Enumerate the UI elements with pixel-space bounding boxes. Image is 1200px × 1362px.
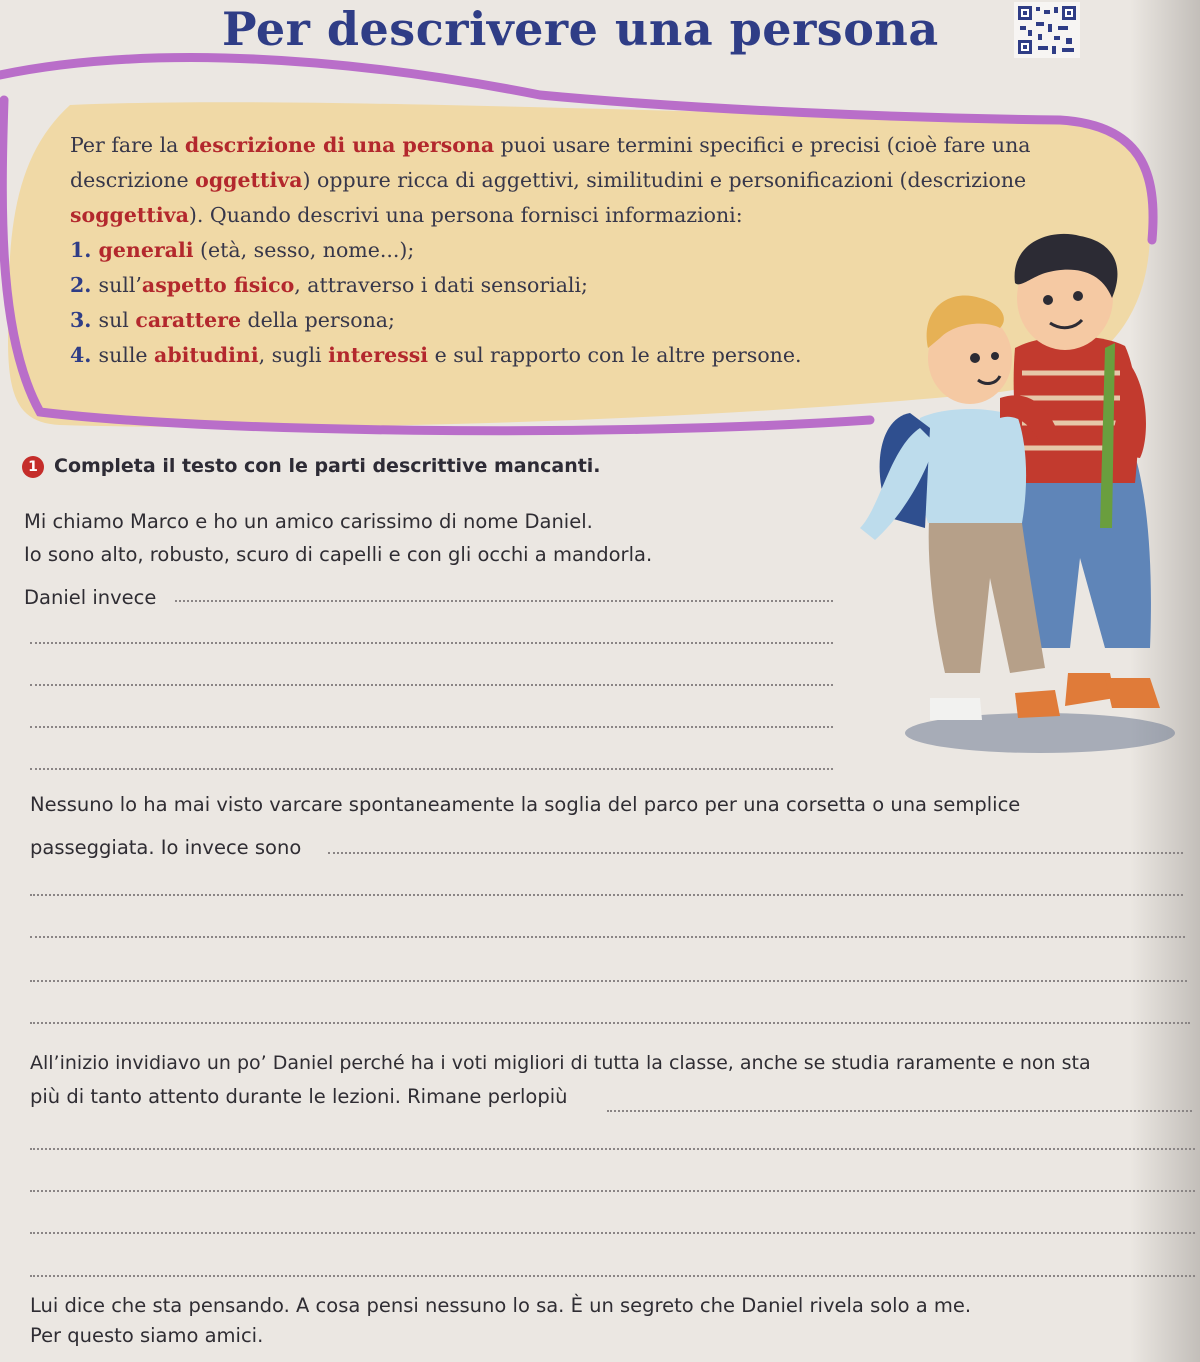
answer-line[interactable] [30, 894, 1183, 896]
text-span: della persona; [241, 308, 395, 332]
highlighted-term: abitudini [154, 343, 259, 367]
answer-line[interactable] [30, 980, 1187, 982]
text-line-1: Mi chiamo Marco e ho un amico carissimo di nome Daniel. [24, 510, 593, 533]
list-item-number: 4. [70, 343, 99, 367]
answer-line[interactable] [30, 768, 833, 770]
answer-line[interactable] [30, 684, 833, 686]
answer-line[interactable] [30, 936, 1185, 938]
text-span: puoi usare termini specifici e precisi (cioè fare una descrizione [70, 133, 1031, 192]
text-line-6: All’inizio invidiavo un po’ Daniel perché ha i voti migliori di tutta la classe, anche se studia raramente e non sta [30, 1052, 1091, 1074]
text-line-4: Nessuno lo ha mai visto varcare spontaneamente la soglia del parco per una corsetta o una semplice [30, 793, 1021, 816]
text-line-5: passeggiata. Io invece sono [30, 836, 302, 859]
boys-illustration [850, 228, 1180, 758]
text-line-2: Io sono alto, robusto, scuro di capelli e con gli occhi a mandorla. [24, 543, 653, 566]
highlighted-term: oggettiva [195, 168, 303, 192]
list-item-number: 3. [70, 308, 99, 332]
list-item-number: 2. [70, 273, 99, 297]
text-span: e sul rapporto con le altre persone. [428, 343, 802, 367]
highlighted-term: generali [98, 238, 194, 262]
text-span: (età, sesso, nome...); [193, 238, 415, 262]
page-title: Per descrivere una persona [222, 2, 939, 56]
answer-line[interactable] [30, 642, 833, 644]
text-span: sulle [98, 343, 155, 367]
exercise-instruction: Completa il testo con le parti descrittive mancanti. [54, 455, 601, 477]
answer-line[interactable] [30, 1275, 1195, 1277]
intro-paragraph [70, 128, 1145, 233]
answer-line[interactable] [175, 600, 833, 602]
text-span: , attraverso i dati sensoriali; [294, 273, 588, 297]
text-span: sul [98, 308, 136, 332]
highlighted-term: carattere [135, 308, 242, 332]
text-span: Per fare la [70, 133, 185, 157]
list-item-number: 1. [70, 238, 99, 262]
answer-line[interactable] [30, 1232, 1195, 1234]
text-span: sull’ [98, 273, 142, 297]
highlighted-term: descrizione di una persona [184, 133, 495, 157]
highlighted-term: soggettiva [70, 203, 189, 227]
answer-line[interactable] [30, 1190, 1195, 1192]
answer-line[interactable] [607, 1110, 1192, 1112]
highlighted-term: aspetto fisico [141, 273, 295, 297]
exercise-number-badge: 1 [22, 456, 44, 478]
text-line-9: Per questo siamo amici. [30, 1324, 264, 1347]
text-line-7: più di tanto attento durante le lezioni. Rimane perlopiù [30, 1085, 568, 1108]
highlighted-term: interessi [328, 343, 429, 367]
answer-line[interactable] [328, 852, 1183, 854]
text-line-3: Daniel invece [24, 586, 157, 609]
text-line-8: Lui dice che sta pensando. A cosa pensi nessuno lo sa. È un segreto che Daniel rivela solo a me. [30, 1294, 972, 1317]
answer-line[interactable] [30, 1022, 1190, 1024]
answer-line[interactable] [30, 1148, 1195, 1150]
text-span: ) oppure ricca di aggettivi, similitudini e personificazioni (descrizione [302, 168, 1027, 192]
exercise-heading [22, 455, 601, 478]
answer-line[interactable] [30, 726, 833, 728]
text-span: ). Quando descrivi una persona fornisci informazioni: [188, 203, 743, 227]
text-span: , sugli [258, 343, 329, 367]
